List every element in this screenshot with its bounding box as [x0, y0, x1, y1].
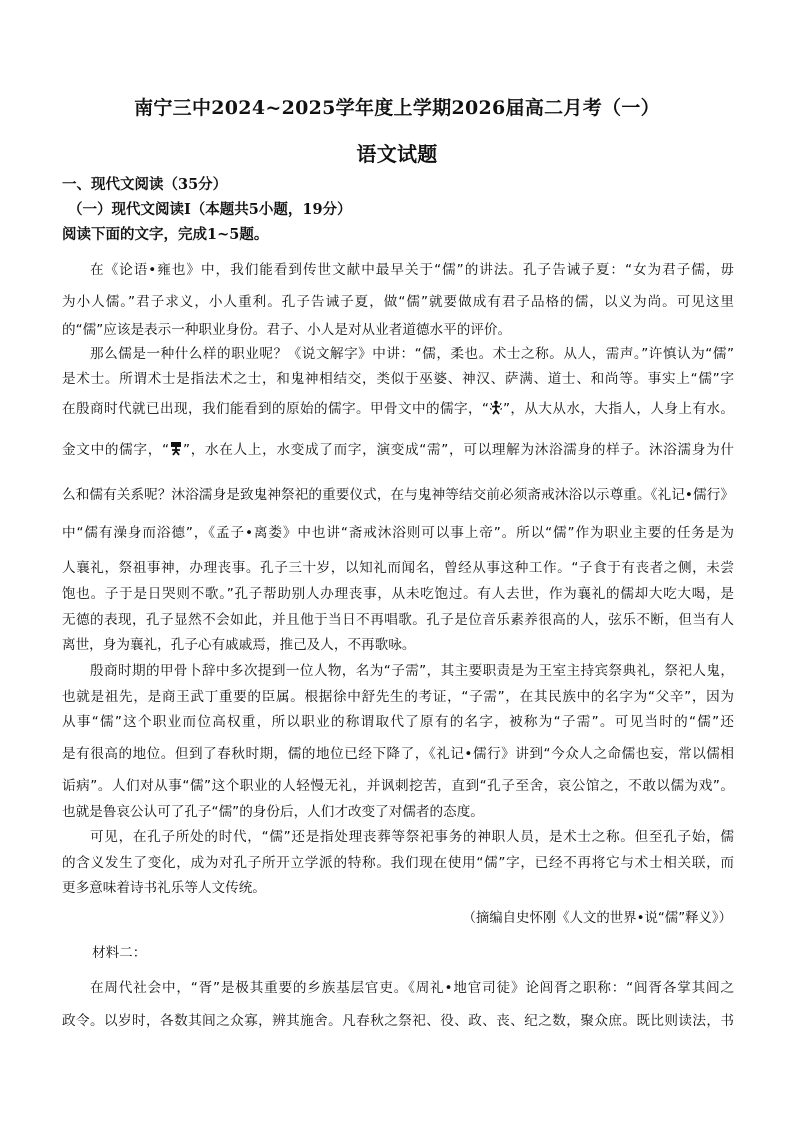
section-heading: 一、现代文阅读（35分）	[62, 176, 228, 193]
paragraph-line: 在周代社会中，“胥”是极其重要的乡族基层官吏。《周礼•地官司徒》论闾胥之职称：“闾胥各掌其闾之	[90, 980, 734, 996]
text-segment: ”，从大从水，大指人，人身上有水。	[502, 401, 734, 417]
paragraph-line: 无德的表现，孔子显然不会如此，并且他于当日不再唱歌。孔子是位音乐素养很高的人，弦乐不断，但当有人	[62, 612, 734, 628]
paragraph-line: 从事“儒”这个职业而位高权重，所以职业的称谓取代了原有的名字，被称为“子需”。可见当时的“儒”还	[62, 714, 734, 730]
paragraph-line: 么和儒有关系呢？沐浴濡身是致鬼神祭祀的重要仪式，在与鬼神等结交前必须斋戒沐浴以示尊重。《礼记•儒行》	[62, 487, 734, 503]
subsection-heading: （一）现代文阅读Ⅰ（本题共5小题，19分）	[68, 201, 352, 218]
text-segment: 金文中的儒字，“	[62, 442, 170, 458]
jiaguwen-ru-glyph	[489, 400, 503, 415]
paragraph-line: 也就是鲁哀公认可了孔子“儒”的身份后，人们才改变了对儒者的态度。	[62, 804, 484, 820]
paragraph-line: 政令。以岁时，各数其闾之众寡，辨其施舍。凡春秋之祭祀、役、政、丧、纪之数，聚众庶。既比则读法，书	[62, 1013, 734, 1029]
paragraph-line: 离世，身为襄礼，孔子心有戚戚焉，推己及人，不再歌咏。	[62, 637, 416, 653]
paragraph-line	[62, 397, 734, 417]
paragraph-line: 更多意味着诗书礼乐等人文传统。	[62, 880, 266, 896]
paragraph-line: 在《论语•雍也》中，我们能看到传世文献中最早关于“儒”的讲法。孔子告诫子夏：“女为君子儒，毋	[90, 262, 734, 278]
text-segment: ”，水在人上，水变成了而字，演变成“需”，可以理解为沐浴濡身的样子。沐浴濡身为什	[183, 442, 734, 458]
paragraph-line: 殷商时期的甲骨卜辞中多次提到一位人物，名为“子需”，其主要职责是为王室主持宾祭典礼，祭祀人鬼，	[90, 663, 734, 679]
material-label: 材料二：	[92, 945, 147, 961]
paragraph-line: 人襄礼，祭祖事神，办理丧事。孔子三十岁，以知礼而闻名，曾经从事这种工作。“子食于有丧者之侧，未尝	[62, 560, 734, 576]
paragraph-line: 的含义发生了变化，成为对孔子所开立学派的特称。我们现在使用“儒”字，已经不再将它与术士相关联，而	[62, 855, 734, 871]
paragraph-line: 可见，在孔子所处的时代，“儒”还是指处理丧葬等祭祀事务的神职人员，是术士之称。但至孔子始，儒	[90, 829, 734, 845]
source-citation: （摘编自史怀刚《人文的世界•说“儒”释义》）	[462, 911, 732, 926]
jinwen-ru-glyph	[169, 441, 183, 456]
paragraph-line: 诟病”。人们对从事“儒”这个职业的人轻慢无礼，并讽刺挖苦，直到“孔子至舍，哀公馆之，不敢以儒为戏”。	[62, 778, 734, 794]
paragraph-line: 饱也。子于是日哭则不歌。”孔子帮助别人办理丧事，从未吃饱过。有人去世，作为襄礼的儒却大吃大喝，是	[62, 586, 734, 602]
paragraph-line: 是术士。所谓术士是指法术之士，和鬼神相结交，类似于巫婆、神汉、萨满、道士、和尚等。事实上“儒”字	[62, 371, 734, 387]
paragraph-line: 的“儒”应该是表示一种职业身份。君子、小人是对从业者道德水平的评价。	[62, 322, 512, 338]
paragraph-line	[62, 438, 734, 458]
paragraph-line: 也就是祖先，是商王武丁重要的臣属。根据徐中舒先生的考证，“子需”，在其民族中的名字为“父辛”，因为	[62, 689, 734, 705]
instruction-text: 阅读下面的文字，完成1~5题。	[62, 226, 269, 243]
paragraph-line: 是有很高的地位。但到了春秋时期，儒的地位已经下降了，《礼记•儒行》讲到“今众人之命儒也妄，常以儒相	[62, 746, 734, 762]
paragraph-line: 那么儒是一种什么样的职业呢？《说文解字》中讲：“儒，柔也。术士之称。从人，需声。”许慎认为“儒”	[90, 346, 734, 362]
text-segment: 在殷商时代就已出现，我们能看到的原始的儒字。甲骨文中的儒字，“	[62, 401, 489, 417]
exam-title: 南宁三中2024~2025学年度上学期2026届高二月考（一）	[134, 97, 660, 119]
exam-subtitle: 语文试题	[356, 142, 438, 166]
paragraph-line: 为小人儒。”君子求义，小人重利。孔子告诫子夏，做“儒”就要做成有君子品格的儒，以义为尚。可见这里	[62, 294, 734, 310]
paragraph-line: 中“儒有澡身而浴德”，《孟子•离娄》中也讲“斋戒沐浴则可以事上帝”。所以“儒”作为职业主要的任务是为	[62, 525, 734, 541]
